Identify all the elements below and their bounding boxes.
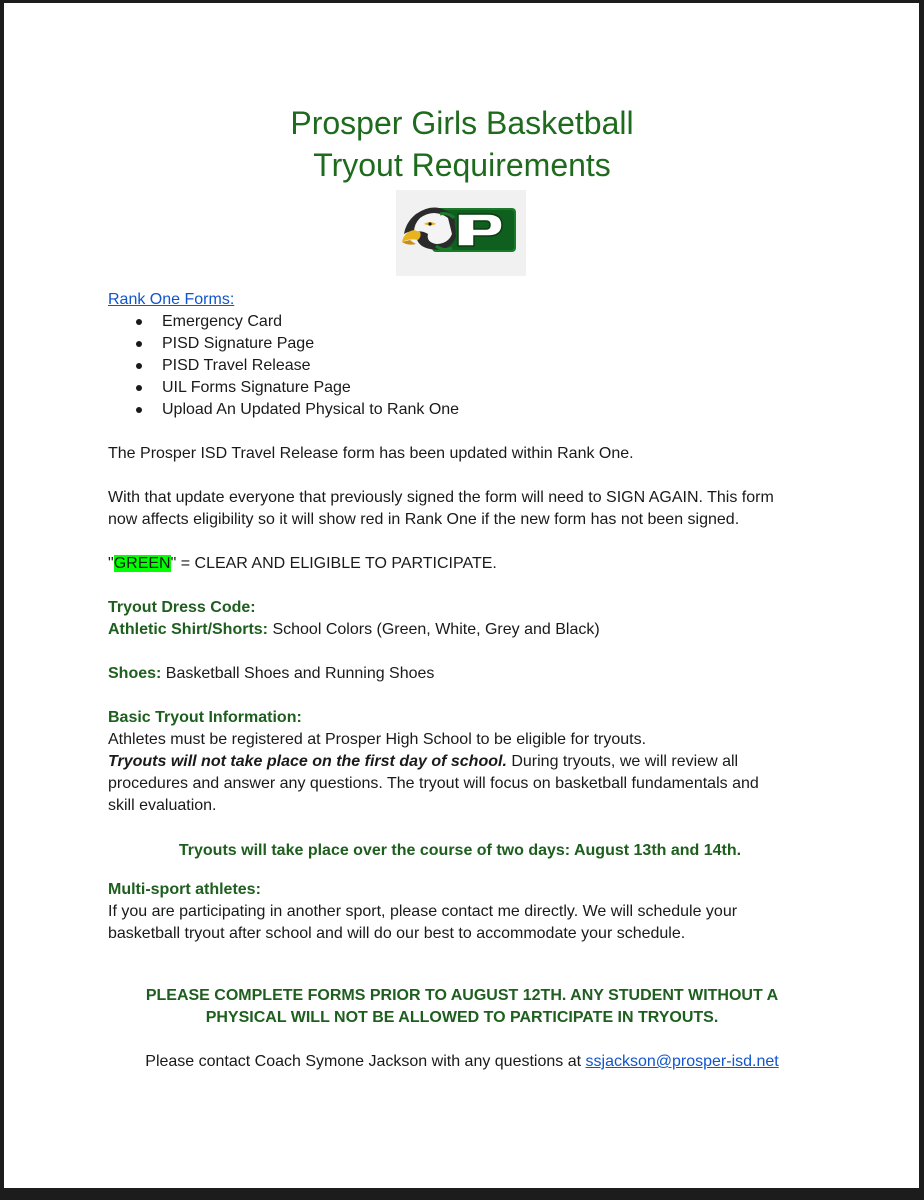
contact-line <box>0 1051 924 1073</box>
dress-code-heading: Tryout Dress Code: <box>108 599 256 616</box>
deadline-warning-line2: PHYSICAL WILL NOT BE ALLOWED TO PARTICIPATE IN TRYOUTS. <box>205 1009 719 1026</box>
list-item: UIL Forms Signature Page <box>134 377 459 399</box>
list-item: PISD Signature Page <box>134 333 459 355</box>
eagle-p-logo <box>396 190 526 276</box>
multi-sport-line2: basketball tryout after school and will do our best to accommodate your schedule. <box>108 925 686 942</box>
contact-text: Please contact Coach Symone Jackson with any questions at <box>145 1053 586 1070</box>
eligibility-text: " = CLEAR AND ELIGIBLE TO PARTICIPATE. <box>170 555 497 572</box>
list-item: Upload An Updated Physical to Rank One <box>134 399 459 421</box>
shirt-value: School Colors (Green, White, Grey and Black) <box>268 621 600 638</box>
green-highlight: GREEN <box>113 555 171 572</box>
contact-email-link[interactable]: ssjackson@prosper-isd.net <box>585 1053 779 1070</box>
travel-release-text: The Prosper ISD Travel Release form has been updated within Rank One. <box>108 445 634 462</box>
shoes-value: Basketball Shoes and Running Shoes <box>161 665 435 682</box>
screen-border-top <box>0 0 924 3</box>
basic-info-line1: Athletes must be registered at Prosper High School to be eligible for tryouts. <box>108 731 647 748</box>
shirt-label: Athletic Shirt/Shorts: <box>108 621 269 638</box>
basic-info-line2-rest: During tryouts, we will review all <box>506 753 739 770</box>
basic-info-line4: skill evaluation. <box>108 797 217 814</box>
list-item: Emergency Card <box>134 311 459 333</box>
deadline-warning-line1: PLEASE COMPLETE FORMS PRIOR TO AUGUST 12TH. ANY STUDENT WITHOUT A <box>145 987 779 1004</box>
sign-again-line2: now affects eligibility so it will show red in Rank One if the new form has not been signed. <box>108 511 740 528</box>
shoes-label: Shoes: <box>108 665 162 682</box>
page-title-line1: Prosper Girls Basketball <box>290 105 634 141</box>
rank-one-forms-list <box>134 311 459 421</box>
sign-again-line1: With that update everyone that previously signed the form will need to SIGN AGAIN. This form <box>108 489 774 506</box>
basic-info-heading: Basic Tryout Information: <box>108 709 302 726</box>
green-eligibility-note <box>108 553 497 575</box>
multi-sport-line1: If you are participating in another sport, please contact me directly. We will schedule your <box>108 903 738 920</box>
screen-border-bottom <box>0 1188 924 1200</box>
multi-sport-heading: Multi-sport athletes: <box>108 881 261 898</box>
rank-one-forms-heading[interactable]: Rank One Forms: <box>108 291 235 308</box>
first-day-notice: Tryouts will not take place on the first day of school. <box>108 753 507 770</box>
tryout-dates: Tryouts will take place over the course of two days: August 13th and 14th. <box>178 842 742 859</box>
dress-code-shirt <box>108 619 600 641</box>
list-item: PISD Travel Release <box>134 355 459 377</box>
page-title-line2: Tryout Requirements <box>313 147 611 183</box>
dress-code-shoes <box>108 663 434 685</box>
open-quote: " <box>108 555 114 572</box>
basic-info-line3: procedures and answer any questions. The tryout will focus on basketball fundamentals and <box>108 775 759 792</box>
basic-info-line2 <box>108 751 738 773</box>
